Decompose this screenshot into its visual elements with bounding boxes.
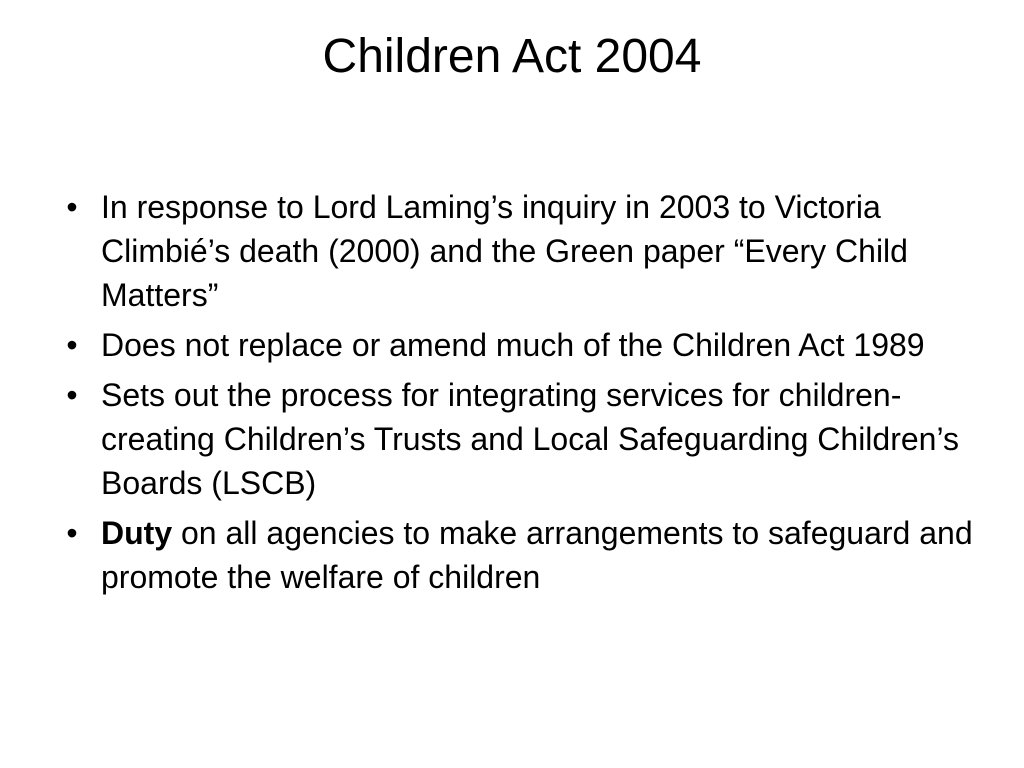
bullet-text: Sets out the process for integrating services for children- creating Children’s Trusts and Local Safeguarding Children’s Boards (LSCB) <box>101 377 959 501</box>
bullet-text: In response to Lord Laming’s inquiry in 2003 to Victoria Climbié’s death (2000) and the Green paper “Every Child Matters” <box>101 189 908 313</box>
bullet-item <box>62 511 982 599</box>
bullet-point-icon: • <box>66 377 78 413</box>
slide-title: Children Act 2004 <box>322 30 702 83</box>
bullet-item <box>62 323 982 367</box>
bullet-emphasis: Duty <box>101 515 173 551</box>
bullet-point-icon: • <box>66 189 78 225</box>
bullet-item <box>62 373 982 505</box>
bullet-item <box>62 185 982 317</box>
bullet-point-icon: • <box>66 327 78 363</box>
bullet-text: Does not replace or amend much of the Children Act 1989 <box>101 327 925 363</box>
bullet-list <box>62 185 982 605</box>
bullet-point-icon: • <box>66 515 78 551</box>
bullet-text: on all agencies to make arrangements to safeguard and promote the welfare of children <box>101 515 973 595</box>
